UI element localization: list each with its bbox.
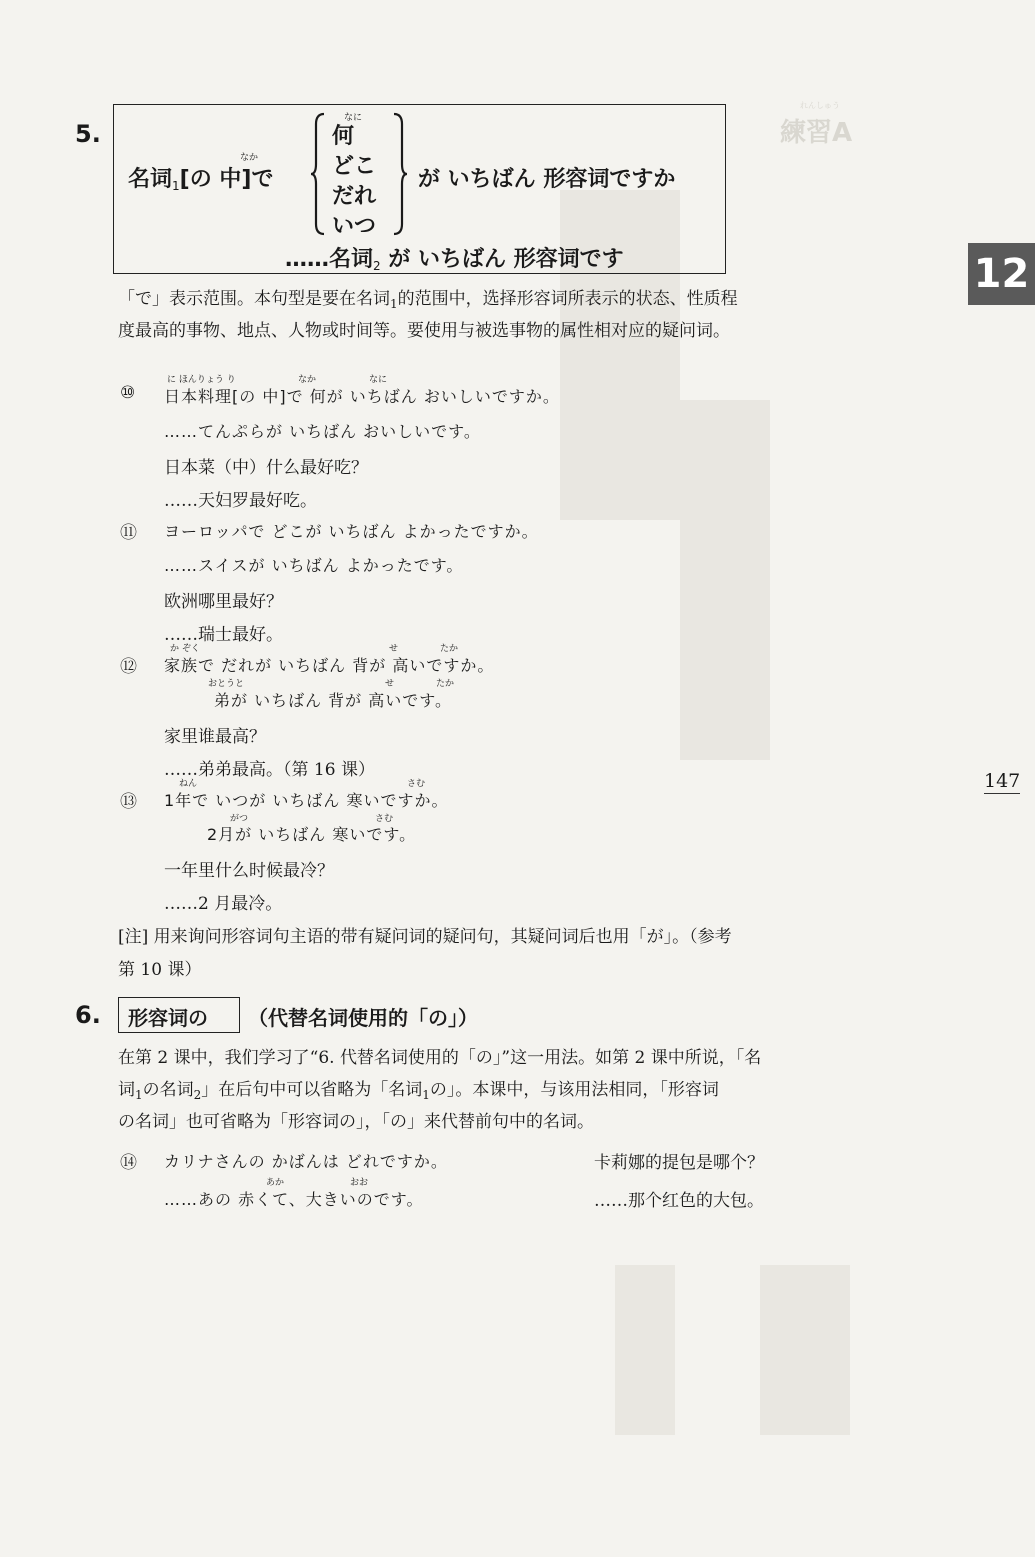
pattern-answer: ……名词$_2$ が いちばん 形容词です xyxy=(285,247,624,273)
section-6-para-line-1: 在第 2 课中，我们学习了“6. 代替名词使用的「の」”这一用法。如第 2 课中所说，「名 xyxy=(118,1048,762,1068)
ruby: さむ xyxy=(375,814,394,824)
ruby: せ xyxy=(389,644,399,654)
example-11-zh-answer: ……瑞士最好。 xyxy=(164,625,283,645)
example-11-answer: ……スイスが いちばん よかったです。 xyxy=(164,556,464,575)
naka-ruby: なか xyxy=(240,153,259,163)
ruby: がつ xyxy=(230,814,249,824)
option-doko: どこ xyxy=(332,154,377,179)
example-13-question: 1年で いつが いちばん 寒いですか。 xyxy=(164,791,449,810)
example-11-zh-question: 欧洲哪里最好？ xyxy=(164,592,283,612)
example-10-zh-question: 日本菜（中）什么最好吃？ xyxy=(164,458,368,478)
example-10-zh-answer: ……天妇罗最好吃。 xyxy=(164,491,317,511)
example-14-zh-question: 卡莉娜的提包是哪个？ xyxy=(594,1153,764,1173)
note-line-1: [注] 用来询问形容词句主语的带有疑问词的疑问句，其疑问词后也用「が」。（参考 xyxy=(118,927,732,947)
example-11-number: ⑪ xyxy=(120,523,137,543)
example-14-answer: ……あの 赤くて、大きいのです。 xyxy=(164,1190,424,1209)
nani-ruby: なに xyxy=(344,113,363,123)
section-6-title: （代替名词使用的「の」） xyxy=(248,1006,478,1030)
chapter-tab: 12 xyxy=(968,243,1035,305)
ruby: さむ xyxy=(407,779,426,789)
ghost-block xyxy=(760,1265,850,1435)
example-11-question: ヨーロッパで どこが いちばん よかったですか。 xyxy=(164,522,539,541)
section-6-boxed-term: 形容词の xyxy=(128,1006,208,1030)
explanation-line-1: 「で」表示范围。本句型是要在名词$_1$的范围中，选择形容词所表示的状态、性质程 xyxy=(118,289,738,311)
pattern-left: 名词$_1$[の 中]で xyxy=(128,167,274,193)
ruby: おお xyxy=(350,1178,369,1188)
page-number: 147 xyxy=(984,770,1021,792)
ruby: に ほんりょう り xyxy=(167,375,236,385)
ruby: せ xyxy=(385,679,395,689)
ghost-block xyxy=(615,1265,675,1435)
ruby: なか xyxy=(298,375,317,385)
ghost-title: 練習A xyxy=(780,118,853,148)
section-5-number: 5. xyxy=(75,120,101,148)
section-6-para-line-3: の名词」也可省略为「形容词の」，「の」来代替前句中的名词。 xyxy=(118,1112,594,1132)
ghost-block xyxy=(680,400,770,760)
example-12-zh-question: 家里谁最高？ xyxy=(164,727,266,747)
example-10-number: ⑩ xyxy=(120,383,136,403)
ruby: たか xyxy=(440,644,459,654)
ruby: たか xyxy=(436,679,455,689)
right-brace xyxy=(392,112,408,236)
ghost-title-ruby: れんしゅう xyxy=(800,101,840,110)
example-10-answer: ……てんぷらが いちばん おいしいです。 xyxy=(164,422,481,441)
example-12-number: ⑫ xyxy=(120,657,137,677)
option-dare: だれ xyxy=(332,184,377,209)
ruby: ねん xyxy=(179,779,198,789)
example-12-answer: 弟が いちばん 背が 高いです。 xyxy=(214,691,452,710)
ruby: か ぞく xyxy=(170,644,200,654)
note-line-2: 第 10 课） xyxy=(118,960,202,980)
example-14-zh-answer: ……那个红色的大包。 xyxy=(594,1191,764,1211)
example-14-question: カリナさんの かばんは どれですか。 xyxy=(164,1152,448,1171)
section-6-para-line-2: 词$_1$の名词$_2$」在后句中可以省略为「名词$_1$の」。本课中，与该用法相同，「形容词 xyxy=(118,1080,719,1102)
example-13-number: ⑬ xyxy=(120,792,137,812)
ruby: おとうと xyxy=(208,679,245,689)
example-13-zh-answer: ……2 月最冷。 xyxy=(164,894,283,914)
ruby: あか xyxy=(266,1178,285,1188)
left-brace xyxy=(310,112,326,236)
example-14-number: ⑭ xyxy=(120,1153,137,1173)
example-12-question: 家族で だれが いちばん 背が 高いですか。 xyxy=(164,656,495,675)
section-6-number: 6. xyxy=(75,1001,101,1029)
explanation-line-2: 度最高的事物、地点、人物或时间等。要使用与被选事物的属性相对应的疑问词。 xyxy=(118,321,730,341)
ruby: なに xyxy=(369,375,388,385)
example-10-question: 日本料理[の 中]で 何が いちばん おいしいですか。 xyxy=(164,387,560,406)
example-13-zh-question: 一年里什么时候最冷？ xyxy=(164,861,334,881)
option-itsu: いつ xyxy=(332,214,377,239)
pattern-right: が いちばん 形容词ですか xyxy=(418,167,676,192)
example-13-answer: 2月が いちばん 寒いです。 xyxy=(207,825,417,844)
example-12-zh-answer: ……弟弟最高。（第 16 课） xyxy=(164,760,375,780)
option-nani: 何 xyxy=(332,124,355,149)
